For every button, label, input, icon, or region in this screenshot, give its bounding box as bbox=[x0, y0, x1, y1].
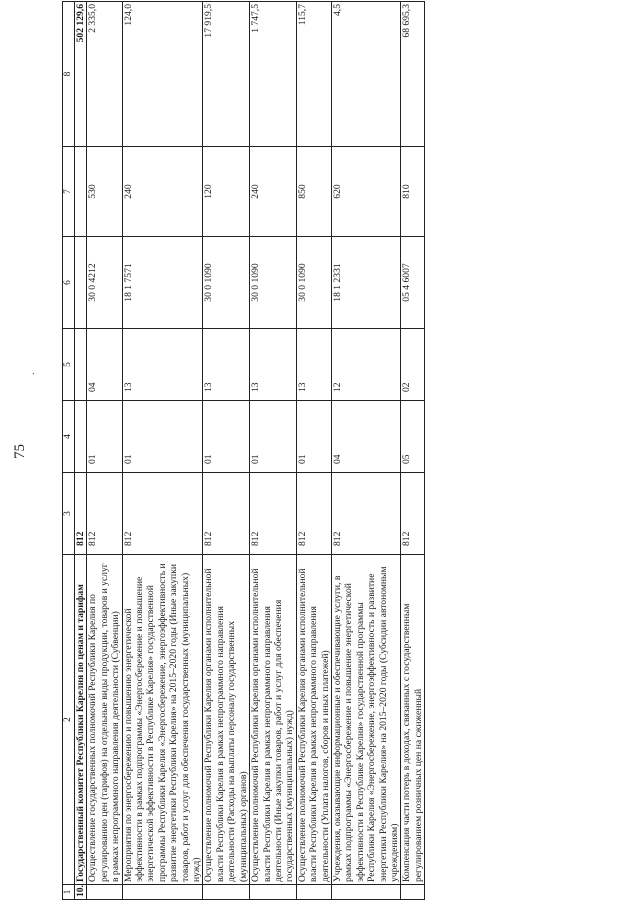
empty-cell bbox=[87, 885, 122, 900]
section-code: 01 bbox=[87, 401, 122, 473]
subsection-code: 04 bbox=[87, 329, 122, 401]
amount: 17 919,5 bbox=[203, 2, 250, 147]
section-ved: 812 bbox=[75, 473, 87, 555]
subsection-code: 12 bbox=[331, 329, 400, 401]
ved-code: 812 bbox=[331, 473, 400, 555]
budget-table bbox=[62, 1, 425, 900]
amount: 124,0 bbox=[122, 2, 203, 147]
empty-cell bbox=[203, 885, 250, 900]
target-article: 30 0 1090 bbox=[203, 237, 250, 329]
row-description: Осуществление полномочий Республики Карелия органами исполнительной власти Республики Карелия в рамках непрограммного направления деятельности (Расходы на выплаты персоналу государственных (муниципальных) органов) bbox=[203, 555, 250, 885]
header-cell-3: 3 bbox=[63, 473, 75, 555]
stray-mark: . bbox=[26, 372, 37, 375]
empty-cell bbox=[250, 885, 297, 900]
header-cell-6: 6 bbox=[63, 237, 75, 329]
target-article: 05 4 6007 bbox=[401, 237, 425, 329]
ved-code: 812 bbox=[203, 473, 250, 555]
empty-cell bbox=[75, 147, 87, 237]
subsection-code: 13 bbox=[203, 329, 250, 401]
subsection-code: 13 bbox=[122, 329, 203, 401]
table-row bbox=[296, 2, 331, 900]
expense-type: 530 bbox=[87, 147, 122, 237]
subsection-code: 13 bbox=[296, 329, 331, 401]
section-code: 01 bbox=[203, 401, 250, 473]
section-code: 01 bbox=[250, 401, 297, 473]
subsection-code: 02 bbox=[401, 329, 425, 401]
table-row bbox=[87, 2, 122, 900]
empty-cell bbox=[75, 401, 87, 473]
header-cell-2: 2 bbox=[63, 555, 75, 885]
target-article: 30 0 4212 bbox=[87, 237, 122, 329]
target-article: 18 1 7571 bbox=[122, 237, 203, 329]
table-row bbox=[250, 2, 297, 900]
table-row bbox=[203, 2, 250, 900]
row-description: Учреждения, оказывающие информационные и обеспечивающие услуги, в рамках подпрограммы «Энергосбережение и повышение энергетической эффективности в Республике Карелия» государственной программы Республики Карелия «Энергосбережение, энергоэффективность и развитие энергетики Республики Карелия» на 2015–2020 годы (Субсидии автономным учреждениям) bbox=[331, 555, 400, 885]
expense-type: 240 bbox=[122, 147, 203, 237]
expense-type: 850 bbox=[296, 147, 331, 237]
section-row bbox=[75, 2, 87, 900]
ved-code: 812 bbox=[401, 473, 425, 555]
expense-type: 120 bbox=[203, 147, 250, 237]
header-cell-1: 1 bbox=[63, 885, 75, 900]
header-cell-4: 4 bbox=[63, 401, 75, 473]
empty-cell bbox=[75, 329, 87, 401]
amount: 1 747,5 bbox=[250, 2, 297, 147]
row-description: Осуществление полномочий Республики Карелия органами исполнительной власти Республики Карелия в рамках непрограммного направления деятельности (Иные закупки товаров, работ и услуг для обеспечения государственных (муниципальных) нужд) bbox=[250, 555, 297, 885]
empty-cell bbox=[401, 885, 425, 900]
amount: 2 335,0 bbox=[87, 2, 122, 147]
row-description: Осуществление полномочий Республики Карелия органами исполнительной власти Республики Карелия в рамках непрограммного направления деятельности (Уплата налогов, сборов и иных платежей) bbox=[296, 555, 331, 885]
row-description: Мероприятия по энергосбережению и повышению энергетической эффективности в рамках подпрограммы «Энергосбережение и повышение энергетической эффективности в Республике Карелия» государственной программы Республики Карелия «Энергосбережение, энергоэффективность и развитие энергетики Республики Карелия» на 2015–2020 годы (Иные закупки товаров, работ и услуг для обеспечения государственных (муниципальных) нужд) bbox=[122, 555, 203, 885]
ved-code: 812 bbox=[296, 473, 331, 555]
table-row bbox=[331, 2, 400, 900]
row-description: Осуществление государственных полномочий Республики Карелия по регулированию цен (тарифов) на отдельные виды продукции, товаров и услуг в рамках непрограммного направления деятельности (Субвенции) bbox=[87, 555, 122, 885]
row-description: Компенсация части потерь в доходах, связанных с государственным регулированием розничных цен на сжиженный bbox=[401, 555, 425, 885]
header-row bbox=[63, 2, 75, 900]
section-code: 01 bbox=[296, 401, 331, 473]
subsection-code: 13 bbox=[250, 329, 297, 401]
target-article: 30 0 1090 bbox=[250, 237, 297, 329]
expense-type: 620 bbox=[331, 147, 400, 237]
header-cell-5: 5 bbox=[63, 329, 75, 401]
table-row bbox=[401, 2, 425, 900]
section-code: 05 bbox=[401, 401, 425, 473]
expense-type: 240 bbox=[250, 147, 297, 237]
empty-cell bbox=[296, 885, 331, 900]
expense-type: 810 bbox=[401, 147, 425, 237]
header-cell-7: 7 bbox=[63, 147, 75, 237]
page-number: 75 bbox=[12, 444, 28, 459]
section-code: 01 bbox=[122, 401, 203, 473]
ved-code: 812 bbox=[250, 473, 297, 555]
amount: 4,5 bbox=[331, 2, 400, 147]
target-article: 18 1 2331 bbox=[331, 237, 400, 329]
section-number: 10. bbox=[75, 885, 87, 900]
section-title: Государственный комитет Республики Карелия по ценам и тарифам bbox=[75, 555, 87, 885]
ved-code: 812 bbox=[122, 473, 203, 555]
amount: 68 695,3 bbox=[401, 2, 425, 147]
section-code: 04 bbox=[331, 401, 400, 473]
amount: 115,7 bbox=[296, 2, 331, 147]
target-article: 30 0 1090 bbox=[296, 237, 331, 329]
section-total: 502 129,6 bbox=[75, 2, 87, 147]
header-cell-8: 8 bbox=[63, 2, 75, 147]
table-row bbox=[122, 2, 203, 900]
empty-cell bbox=[122, 885, 203, 900]
ved-code: 812 bbox=[87, 473, 122, 555]
empty-cell bbox=[331, 885, 400, 900]
empty-cell bbox=[75, 237, 87, 329]
